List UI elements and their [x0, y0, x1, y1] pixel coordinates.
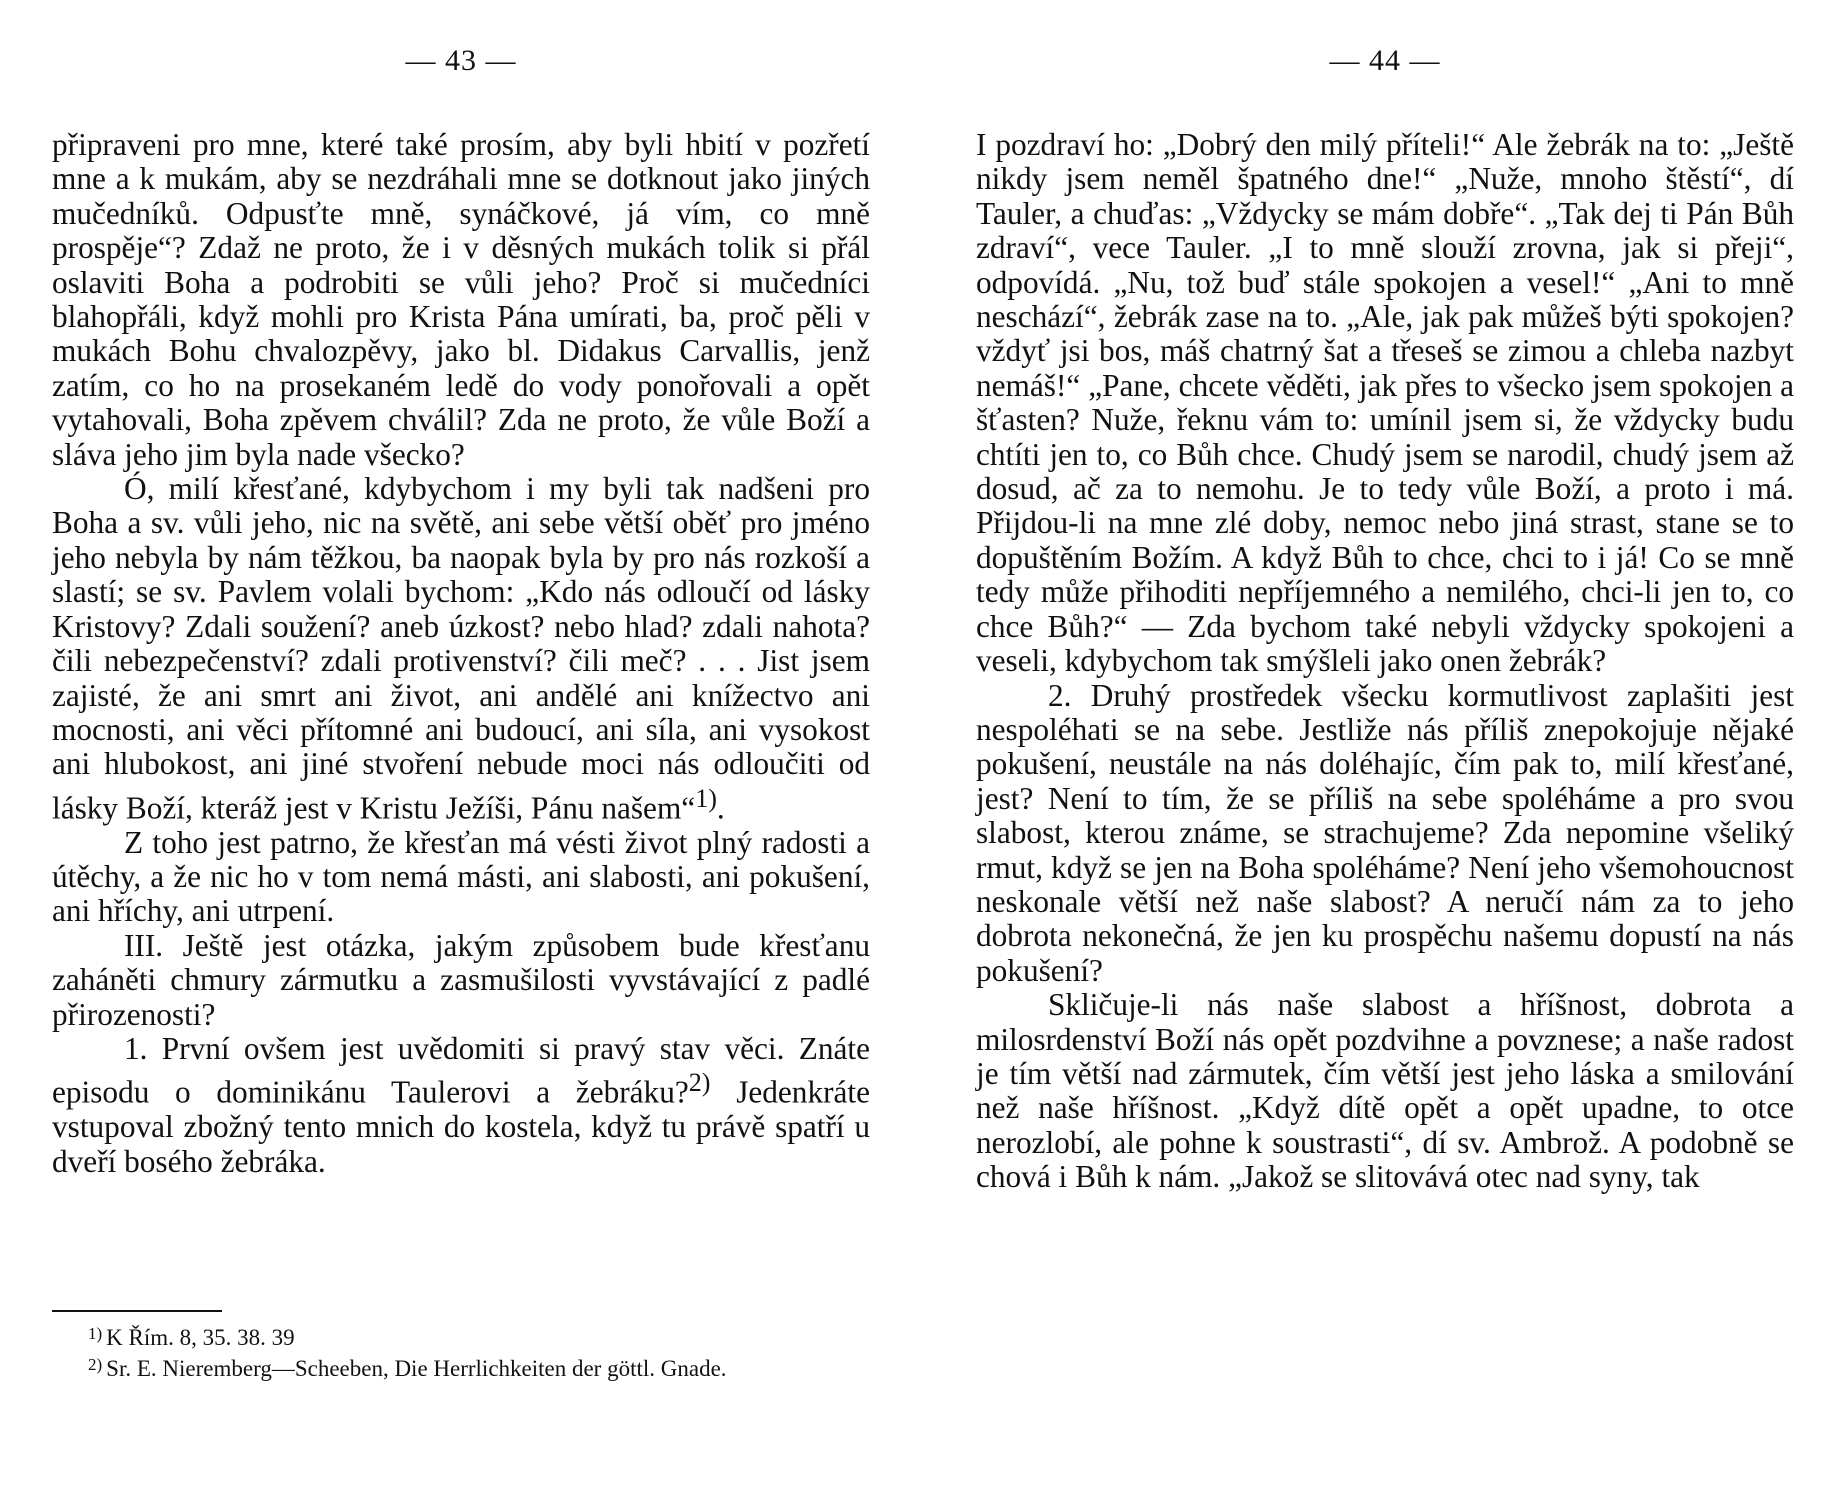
left-page	[52, 0, 870, 1500]
paragraph: Z toho jest patrno, že křesťan má vésti život plný radosti a útěchy, a že nic ho v tom nemá másti, ani slabosti, ani pokušení, ani hříchy, ani utrpení.	[52, 824, 870, 929]
paragraph: připraveni pro mne, které také prosím, aby byli hbití v pozřetí mne a k mukám, aby se nezdráhali mne se dotknout jako jiných mučedníků. Odpusťte mně, synáčkové, já vím, co mně prospěje“? Zdaž ne proto, že i v děsných mukách tolik si přál oslaviti Boha a podrobiti se vůli jeho? Proč si mučedníci blahopřáli, když mohli pro Krista Pána umírati, ba, proč pěli v mukách Bohu chvalozpěvy, jako bl. Didakus Carvallis, jenž zatím, co ho na prosekaném ledě do vody ponořovali a opět vytahovali, Boha zpěvem chválil? Zda ne proto, že vůle Boží a sláva jeho jim byla nade všecko?	[52, 127, 870, 472]
footnote-mark: 1)	[88, 1324, 103, 1343]
footnote-text: Sr. E. Nieremberg—Scheeben, Die Herrlichkeiten der göttl. Gnade.	[106, 1356, 727, 1381]
footnote-divider	[52, 1310, 222, 1312]
paragraph	[52, 1032, 870, 1179]
paragraph: 2. Druhý prostředek všecku kormutlivost zaplašiti jest nespoléhati se na sebe. Jestliže nás příliš znepokojuje nějaké pokušení, neustále na nás doléhajíc, čím pak to, milí křesťané, jest? Není to tím, že se příliš na sebe spoléháme a pro svou slabost, kterou známe, se strachujeme? Zda nepomine všeliký rmut, když se jen na Boha spoléháme? Není jeho všemohoucnost neskonale větší než naše slabost? A neručí nám za to jeho dobrota nekonečná, že jen ku prospěchu našemu dopustí na nás pokušení?	[976, 677, 1794, 988]
page-number: — 44 —	[1329, 44, 1441, 77]
footnote	[88, 1320, 868, 1351]
paragraph: III. Ještě jest otázka, jakým způsobem bude křesťanu zaháněti chmury zármutku a zasmušilosti vyvstávající z padlé přirozenosti?	[52, 927, 870, 1032]
footnote-ref: 1)	[695, 783, 717, 813]
paragraph-text: 1. První ovšem jest uvědomiti si pravý stav věci. Znáte episodu o dominikánu Taulerovi a žebráku?	[52, 1030, 870, 1110]
footnote-ref: 2)	[688, 1068, 711, 1098]
paragraph: Skličuje-li nás naše slabost a hříšnost, dobrota a milosrdenství Boží nás opět pozdvihne a povznese; a naše radost je tím větší nad zármutek, čím větší jest jeho láska a smilování než naše hříšnost. „Když dítě opět a opět upadne, to otce nerozlobí, ale pohne k soustrasti“, dí sv. Ambrož. A podobně se chová i Bůh k nám. „Jakož se slitovává otec nad syny, tak	[976, 987, 1794, 1195]
footnote-mark: 2)	[88, 1355, 103, 1374]
right-page	[976, 0, 1794, 1500]
footnote	[88, 1351, 868, 1382]
paragraph-text: Ó, milí křesťané, kdybychom i my byli tak nadšeni pro Boha a sv. vůli jeho, nic na světě, ani sebe větší oběť pro jméno jeho nebyla by nám těžkou, ba naopak byla by pro nás rozkoší a slastí; se sv. Pavlem volali bychom: „Kdo nás odloučí od lásky Kristovy? Zdali soužení? aneb úzkost? nebo hlad? zdali nahota? čili nebezpečenství? zdali protivenství? čili meč? . . . Jist jsem zajisté, že ani smrt ani život, ani andělé ani knížectvo ani mocnosti, ani věci přítomné ani budoucí, ani síla, ani vysokost ani hlubokost, ani jiné stvoření nebude moci nás odloučiti od lásky Boží, kteráž jest v Kristu Ježíši, Pánu našem“	[52, 471, 870, 826]
paragraph-text: Jedenkráte vstupoval zbožný tento mnich do kostela, když tu právě spatří u dveří bosého žebráka.	[52, 1074, 870, 1179]
footnote-text: K Řím. 8, 35. 38. 39	[106, 1325, 295, 1350]
paragraph: I pozdraví ho: „Dobrý den milý příteli!“ Ale žebrák na to: „Ještě nikdy jsem neměl špatného dne!“ „Nuže, mnoho štěstí“, dí Tauler, a chuďas: „Vždycky se mám dobře“. „Tak dej ti Pán Bůh zdraví“, vece Tauler. „I to mně slouží zrovna, jak si přeji“, odpovídá. „Nu, tož buď stále spokojen a vesel!“ „Ani to mně neschází“, žebrák zase na to. „Ale, jak pak můžeš býti spokojen? vždyť jsi bos, máš chatrný šat a třeseš se zimou a chleba nazbyt nemáš!“ „Pane, chcete věděti, jak přes to všecko jsem spokojen a šťasten? Nuže, řeknu vám to: umínil jsem si, že vždycky budu chtíti jen to, co Bůh chce. Chudý jsem se narodil, chudý jsem až dosud, ač za to nemohu. Je to tedy vůle Boží, a proto i má. Přijdou-li na mne zlé doby, nemoc nebo jiná strast, stane se to dopuštěním Božím. A když Bůh to chce, chci to i já! Co se mně tedy může přihoditi nepříjemného a nemilého, chci-li jen to, co chce Bůh?“ — Zda bychom také nebyli vždycky spokojeni a veseli, kdybychom tak smýšleli jako onen žebrák?	[976, 127, 1794, 679]
page-body	[976, 128, 1794, 1195]
page-body	[52, 128, 870, 1179]
punctuation: .	[716, 790, 725, 826]
paragraph	[52, 472, 870, 825]
page-number: — 43 —	[405, 44, 517, 77]
footnotes	[88, 1320, 868, 1382]
